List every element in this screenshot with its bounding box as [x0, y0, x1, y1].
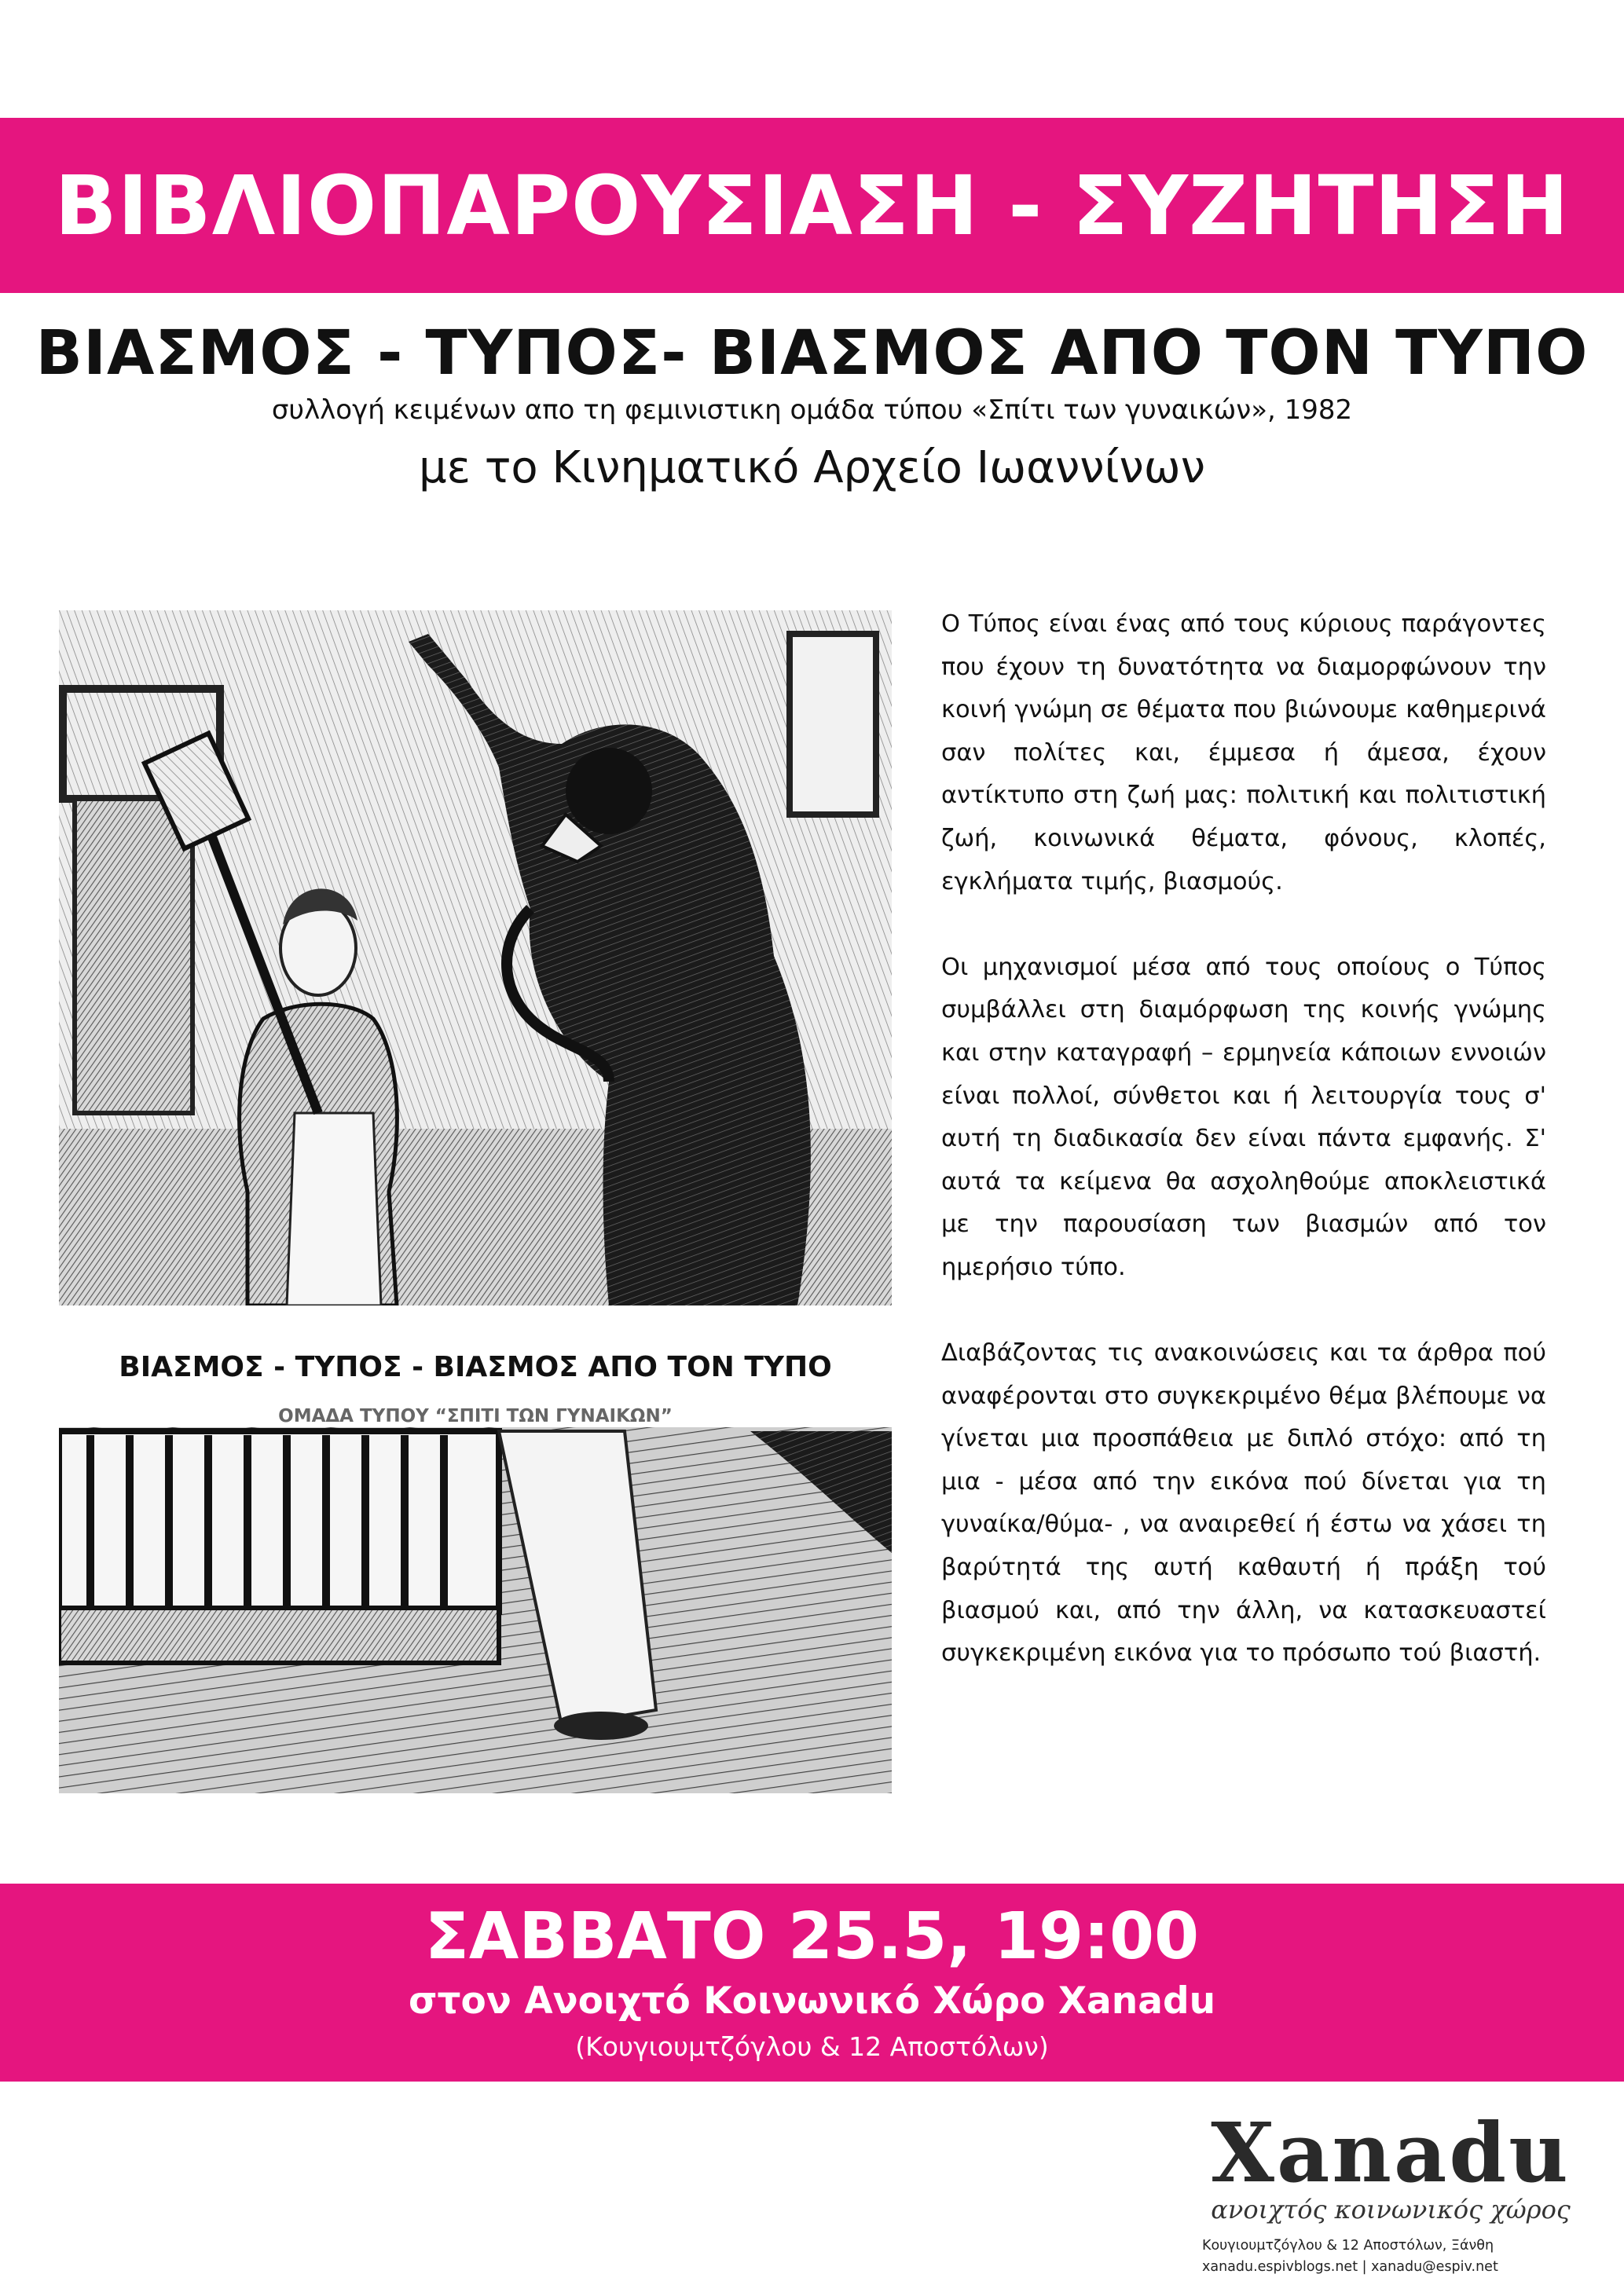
book-cover-illustration — [59, 610, 892, 1793]
paragraph: Οι μηχανισμοί μέσα από τους οποίους ο Τύπος συμβάλλει στη διαμόρφωση της κοινής γνώμης και στην καταγραφή – ερμηνεία κάποιων εννοιών είναι πολλοί, σύνθετοι και ή λειτουργία τους σ' αυτή τη διαδικασία δεν είναι πάντα εμφανής. Σ' αυτά τα κείμενα θα ασχοληθούμε αποκλειστικά με την παρουσίαση των βιασμών από τον ημερήσιο τύπο. — [941, 953, 1546, 1281]
logo-address: Κουγιουμτζόγλου & 12 Αποστόλων, Ξάνθη — [1202, 2238, 1494, 2254]
event-address: (Κουγιουμτζόγλου & 12 Αποστόλων) — [575, 2031, 1049, 2062]
upper-engraving — [59, 610, 892, 1305]
event-type-title: ΒΙΒΛΙΟΠΑΡΟΥΣΙΑΣΗ - ΣΥΖΗΤΗΣΗ — [54, 157, 1570, 254]
logo-wordmark: Xanadu — [1211, 2104, 1571, 2201]
paragraph: Ο Τύπος είναι ένας από τους κύριους παράγοντες που έχουν τη δυνατότητα να διαμορφώνουν την κοινή γνώμη σε θέματα που βιώνουμε καθημερινά σαν πολίτες και, έμμεσα ή άμεσα, έχουν αντίκτυπο στη ζωή μας: πολιτική και πολιτιστική ζωή, κοινωνικά θέματα, φόνους, κλοπές, εγκλήματα τιμής, βιασμούς. — [941, 610, 1546, 895]
collection-description: συλλογή κειμένων απο τη φεμινιστικη ομάδα τύπου «Σπίτι των γυναικών», 1982 — [271, 394, 1353, 426]
description-text — [941, 603, 1546, 1718]
header-band — [0, 118, 1624, 293]
paragraph: Διαβάζοντας τις ανακοινώσεις και τα άρθρα πού αναφέρονται στο συγκεκριμένο θέμα βλέπουμε να γίνεται μια προσπάθεια με διπλό στόχο: από τη μια - μέσα από την εικόνα πού δίνεται για τη γυναίκα/θύμα- , να αναιρεθεί ή έστω να χάσει τη βαρύτητά της αυτή καθαυτή ή πράξη τού βιασμού και, από την άλλη, να κατασκευαστεί συγκεκριμένη εικόνα για το πρόσωπο τού βιαστή. — [941, 1339, 1546, 1668]
event-date: ΣΑΒΒΑΤΟ 25.5, 19:00 — [424, 1899, 1200, 1974]
book-title-heading: ΒΙΑΣΜΟΣ - ΤΥΠΟΣ- ΒΙΑΣΜΟΣ ΑΠΟ ΤΟΝ ΤΥΠΟ — [35, 318, 1589, 389]
cover-author: ΟΜΑΔΑ ΤΥΠΟΥ “ΣΠΙΤΙ ΤΩΝ ΓΥΝΑΙΚΩΝ” — [278, 1406, 673, 1426]
logo-tagline: ανοιχτός κοινωνικός χώρος — [1211, 2195, 1571, 2225]
co-organizer: με το Κινηματικό Αρχείο Ιωαννίνων — [419, 442, 1205, 493]
lower-engraving — [59, 1427, 892, 1793]
xanadu-logo — [1190, 2104, 1591, 2287]
event-venue: στον Ανοιχτό Κοινωνικό Χώρο Xanadu — [408, 1979, 1216, 2023]
event-info-band — [0, 1884, 1624, 2082]
cover-title: ΒΙΑΣΜΟΣ - ΤΥΠΟΣ - ΒΙΑΣΜΟΣ ΑΠΟ ΤΟΝ ΤΥΠΟ — [119, 1351, 832, 1383]
logo-contact: xanadu.espivblogs.net | xanadu@espiv.net — [1202, 2259, 1498, 2275]
crib-illustration — [59, 1431, 499, 1663]
